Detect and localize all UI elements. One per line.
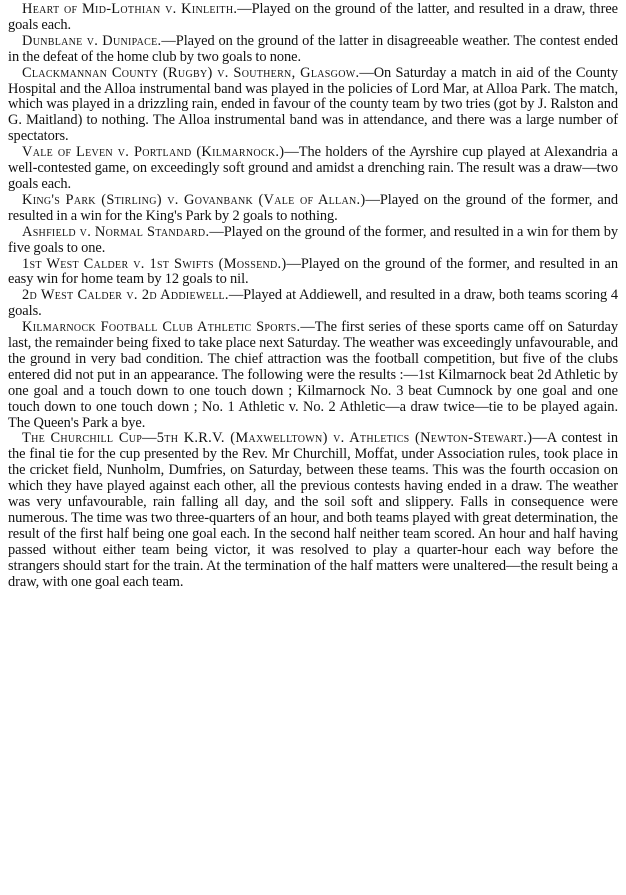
article-heading: Dunblane v. Dunipace. bbox=[22, 32, 162, 49]
article-heading: 2d West Calder v. 2d Addiewell. bbox=[22, 287, 229, 304]
article-kilmarnock-sports bbox=[8, 320, 618, 431]
article-body: —Played on the ground of the latter in disagreeable weather. The contest ended in the defeat of the home club by two goals to none. bbox=[8, 32, 618, 65]
article-kings-park-govanbank bbox=[8, 193, 618, 225]
article-body: —Played on the ground of the latter, and resulted in a draw, three goals each. bbox=[8, 1, 618, 33]
article-heading: Kilmarnock Football Club Athletic Sports. bbox=[22, 319, 301, 336]
article-hearts-kinleith bbox=[8, 2, 618, 34]
article-dunblane-dunipace bbox=[8, 34, 618, 66]
article-body: —The first series of these sports came off on Saturday last, the remainder being fixed to take place next Saturday. The weather was exceedingly unfavourable, and the ground in very bad condition. The chief attraction was the football competition, but five of the clubs entered did not put in an appearance. The following were the results :—1st Kilmarnock beat 2d Athletic by one goal and a touch down to one touch down ; Kilmarnock No. 3 beat Cumnock by one goal and one touch down to one touch down ; No. 1 Athletic v. No. 2 Athletic—a draw twice—tie to be played again. The Queen's Park a bye. bbox=[8, 319, 619, 431]
article-heading: Ashfield v. Normal Standard. bbox=[22, 223, 210, 240]
article-churchill-cup bbox=[8, 431, 618, 590]
article-body: —The holders of the Ayrshire cup played at Alexandria a well-contested game, on exceedingly soft ground and amidst a drenching rain. The result was a draw—two goals each. bbox=[8, 144, 619, 192]
article-heading: King's Park (Stirling) v. Govanbank (Vale of Allan.) bbox=[22, 191, 366, 208]
article-body: —Played on the ground of the former, and resulted in a win for them by five goals to one. bbox=[8, 223, 619, 256]
article-clackmannan-southern bbox=[8, 66, 618, 146]
article-body: —Played on the ground of the former, and resulted in a win for the King's Park by 2 goals to nothing. bbox=[8, 191, 618, 224]
article-body: —On Saturday a match in aid of the County Hospital and the Alloa instrumental band was played in the policies of Lord Mar, at Alloa Park. The match, which was played in a drizzling rain, ended in favour of the county team by two tries (got by J. Ralston and G. Maitland) to nothing. The Alloa instrumental band was in attendance, and there was a large number of spectators. bbox=[8, 64, 619, 145]
newspaper-column bbox=[0, 2, 626, 591]
article-ashfield-normal-standard bbox=[8, 225, 618, 257]
article-heading: 1st West Calder v. 1st Swifts (Mossend.) bbox=[22, 255, 287, 272]
article-body: —Played on the ground of the former, and resulted in an easy win for home team by 12 goals to nil. bbox=[8, 255, 618, 288]
article-heading: Clackmannan County (Rugby) v. Southern, Glasgow. bbox=[22, 64, 360, 81]
article-1st-west-calder-swifts bbox=[8, 257, 618, 289]
article-body: —Played at Addiewell, and resulted in a draw, both teams scoring 4 goals. bbox=[8, 287, 619, 320]
article-heading: Heart of Mid-Lothian v. Kinleith. bbox=[22, 1, 238, 17]
article-vale-of-leven-portland bbox=[8, 145, 618, 193]
article-heading: Vale of Leven v. Portland (Kilmarnock.) bbox=[22, 144, 285, 161]
article-2d-west-calder-addiewell bbox=[8, 288, 618, 320]
article-body: —A contest in the final tie for the cup presented by the Rev. Mr Churchill, Moffat, under Association rules, took place in the cricket field, Nunholm, Dumfries, on Saturday, between these teams. This was the fourth occasion on which they have played against each other, all the previous contests having ended in a draw. The weather was very unfavourable, rain falling all day, and the soil soft and slippery. Falls in consequence were numerous. The time was two three-quarters of an hour, and both teams played with great determination, the result of the first half being one goal each. In the second half neither team scored. An hour and half having passed without either team being victor, it was resolved to play a quarter-hour each way before the strangers should start for the train. At the termination of the half matters were unaltered—the result being a draw, with one goal each team. bbox=[8, 430, 619, 590]
article-heading: The Churchill Cup—5th K.R.V. (Maxwelltown) v. Athletics (Newton-Stewart.) bbox=[22, 430, 533, 447]
